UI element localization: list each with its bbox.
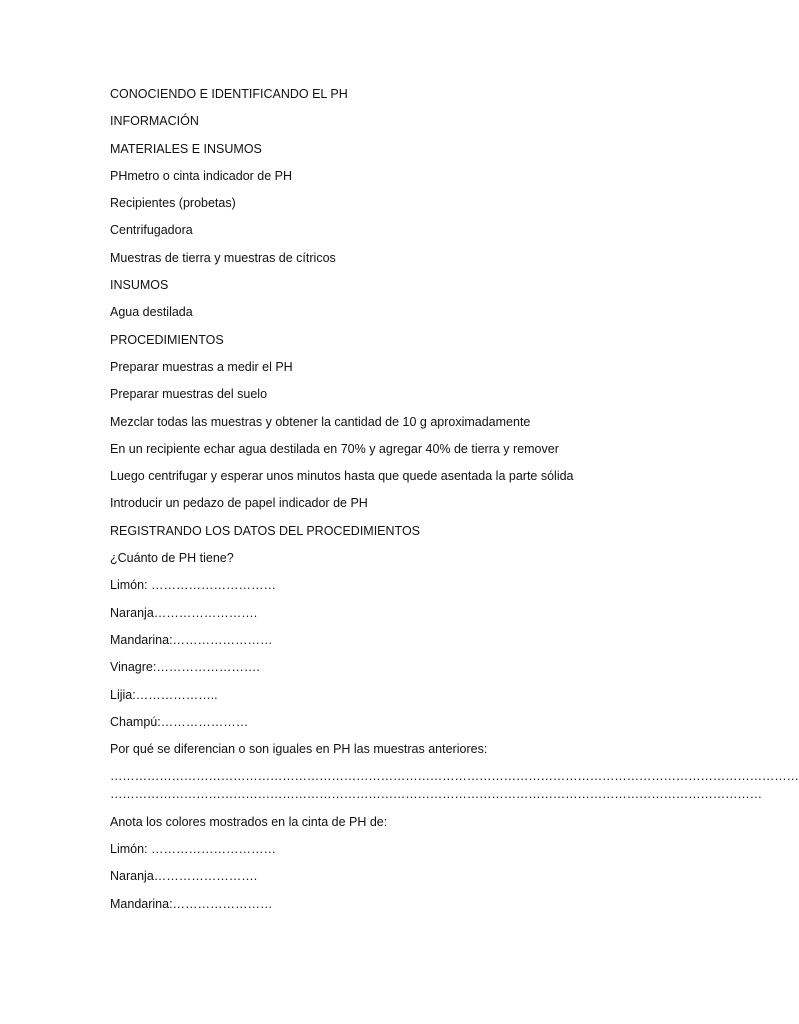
procedimiento-step: Preparar muestras a medir el PH xyxy=(110,359,293,374)
procedimiento-step: En un recipiente echar agua destilada en 70% y agregar 40% de tierra y remover xyxy=(110,441,559,456)
materiales-heading: MATERIALES E INSUMOS xyxy=(110,141,262,156)
ph-field-lijia: Lijia:……………….. xyxy=(110,687,218,702)
ph-field-vinagre: Vinagre:……………………. xyxy=(110,660,260,675)
insumo-item: Agua destilada xyxy=(110,305,193,320)
document-title: CONOCIENDO E IDENTIFICANDO EL PH xyxy=(110,87,348,101)
insumos-heading: INSUMOS xyxy=(110,278,169,293)
informacion-heading: INFORMACIÓN xyxy=(110,114,199,129)
procedimiento-step: Luego centrifugar y esperar unos minutos hasta que quede asentada la parte sólida xyxy=(110,469,574,484)
colors-question: Anota los colores mostrados en la cinta de PH de: xyxy=(110,814,388,829)
ph-field-champu: Champú:………………… xyxy=(110,714,249,729)
ph-field-naranja: Naranja……………………. xyxy=(110,605,258,620)
document-body xyxy=(110,85,799,922)
material-item: Recipientes (probetas) xyxy=(110,196,236,211)
material-item: Muestras de tierra y muestras de cítricos xyxy=(110,250,336,265)
registro-heading: REGISTRANDO LOS DATOS DEL PROCEDIMIENTOS xyxy=(110,523,421,538)
material-item: Centrifugadora xyxy=(110,223,193,238)
color-field-mandarina: Mandarina:…………………… xyxy=(110,896,273,911)
ph-question: ¿Cuánto de PH tiene? xyxy=(110,551,234,566)
ph-field-mandarina: Mandarina:…………………… xyxy=(110,632,273,647)
procedimiento-step: Preparar muestras del suelo xyxy=(110,387,268,402)
answer-line: …………………………………………………………………………………………………………………………………………………… xyxy=(110,769,799,784)
procedimiento-step: Introducir un pedazo de papel indicador de PH xyxy=(110,496,368,511)
answer-line: …………………………………………………………………………………………………………………………………………… xyxy=(110,787,762,802)
difference-question: Por qué se diferencian o son iguales en PH las muestras anteriores: xyxy=(110,742,488,757)
ph-field-limon: Limón: ………………………… xyxy=(110,578,276,593)
color-field-limon: Limón: ………………………… xyxy=(110,842,276,857)
color-field-naranja: Naranja……………………. xyxy=(110,869,258,884)
material-item: PHmetro o cinta indicador de PH xyxy=(110,168,293,183)
procedimientos-heading: PROCEDIMIENTOS xyxy=(110,332,224,347)
procedimiento-step: Mezclar todas las muestras y obtener la cantidad de 10 g aproximadamente xyxy=(110,414,531,429)
answer-lines xyxy=(110,767,799,803)
